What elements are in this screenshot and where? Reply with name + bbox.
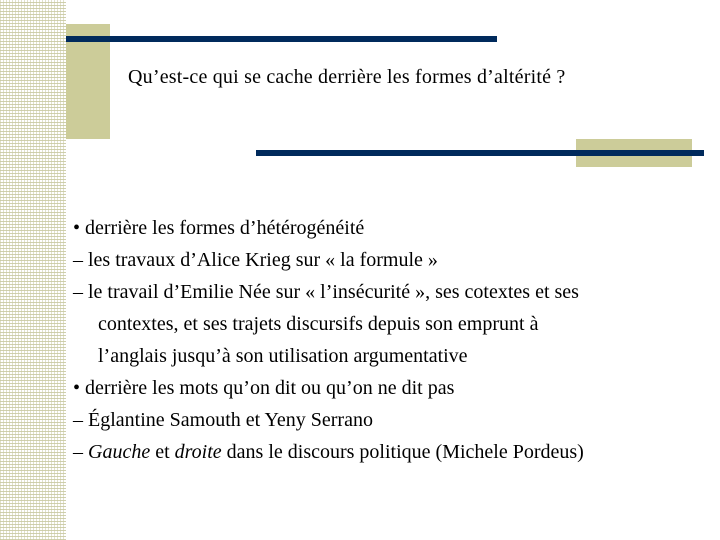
line-suffix: dans le discours politique (Michele Pordeus): [221, 441, 584, 463]
dash-line: – Églantine Samouth et Yeny Serrano: [73, 409, 373, 431]
line-middle: et: [150, 441, 175, 463]
slide-title: Qu’est-ce qui se cache derrière les formes d’altérité ?: [128, 66, 566, 88]
continuation-line: l’anglais jusqu’à son utilisation argumentative: [98, 345, 468, 367]
middle-rule: [256, 150, 704, 156]
dash-line: – le travail d’Emilie Née sur « l’insécurité », ses cotextes et ses: [73, 281, 579, 303]
line-prefix: –: [73, 441, 88, 463]
slide-body: [73, 212, 713, 468]
dash-line-last: [73, 436, 713, 468]
bullet-line: • derrière les mots qu’on dit ou qu’on ne dit pas: [73, 377, 455, 399]
continuation-line: contextes, et ses trajets discursifs depuis son emprunt à: [98, 313, 539, 335]
top-rule: [66, 36, 497, 42]
bullet-line: • derrière les formes d’hétérogénéité: [73, 217, 365, 239]
italic-term: droite: [174, 441, 222, 463]
italic-term: Gauche: [88, 441, 151, 463]
left-decorative-stripe: [0, 0, 66, 540]
dash-line: – les travaux d’Alice Krieg sur « la formule »: [73, 249, 438, 271]
